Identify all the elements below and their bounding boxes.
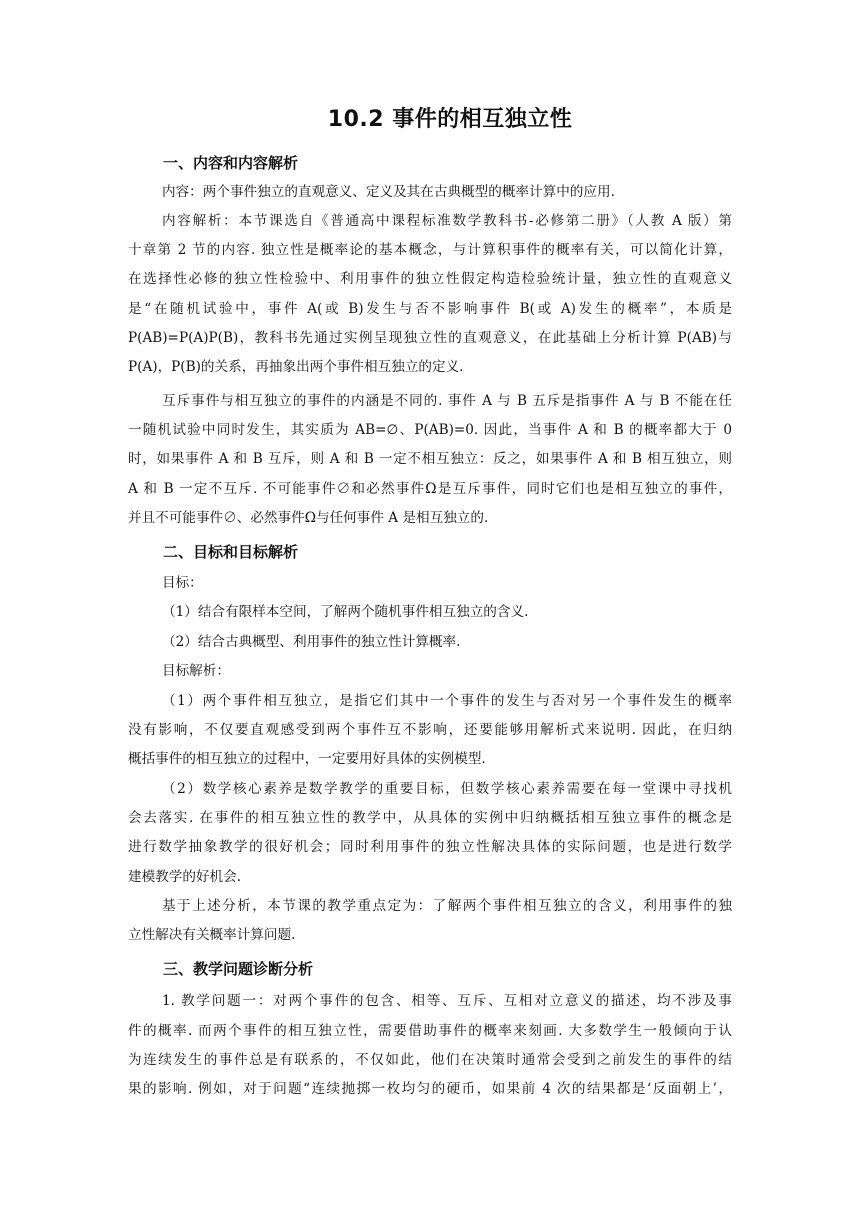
paragraph-line: P(A)，P(B)的关系，再抽象出两个事件相互独立的定义. xyxy=(128,359,464,375)
section-heading-2: 二、目标和目标解析 xyxy=(163,543,299,561)
paragraph-line: 十章第 2 节的内容. 独立性是概率论的基本概念，与计算积事件的概率有关，可以简化计算， xyxy=(128,242,732,258)
paragraph-line: 在选择性必修的独立性检验中、利用事件的独立性假定构造检验统计量，独立性的直观意义 xyxy=(128,271,732,287)
paragraph-line: 没有影响，不仅要直观感受到两个事件互不影响，还要能够用解析式来说明. 因此，在归纳 xyxy=(128,722,732,738)
paragraph-line: 进行数学抽象教学的很好机会；同时利用事件的独立性解决具体的实际问题，也是进行数学 xyxy=(128,839,732,855)
paragraph-line: A 和 B 一定不互斥. 不可能事件∅和必然事件Ω是互斥事件，同时它们也是相互独立的事件， xyxy=(128,481,732,497)
paragraph-line: 内容解析：本节课选自《普通高中课程标准数学教科书-必修第二册》（人教 A 版）第 xyxy=(162,213,732,229)
paragraph-line: 目标解析： xyxy=(162,663,230,679)
paragraph-line: 果的影响. 例如，对于问题“连续抛掷一枚均匀的硬币，如果前 4 次的结果都是‘反面朝上’， xyxy=(128,1081,732,1097)
paragraph-line: 基于上述分析，本节课的教学重点定为：了解两个事件相互独立的含义，利用事件的独 xyxy=(162,898,732,914)
paragraph-line: （2）数学核心素养是数学教学的重要目标，但数学核心素养需要在每一堂课中寻找机 xyxy=(162,781,732,797)
paragraph-line: 1. 教学问题一：对两个事件的包含、相等、互斥、互相对立意义的描述，均不涉及事 xyxy=(162,993,732,1009)
paragraph-line: 为连续发生的事件总是有联系的，不仅如此，他们在决策时通常会受到之前发生的事件的结 xyxy=(128,1052,732,1068)
paragraph-line: 时，如果事件 A 和 B 互斥，则 A 和 B 一定不相互独立：反之，如果事件 A 和 B 相互独立，则 xyxy=(128,451,732,467)
paragraph-line: 目标： xyxy=(162,575,203,591)
paragraph-line: （1）两个事件相互独立，是指它们其中一个事件的发生与否对另一个事件发生的概率 xyxy=(162,693,732,709)
paragraph-line: （1）结合有限样本空间，了解两个随机事件相互独立的含义. xyxy=(162,604,529,620)
paragraph-line: （2）结合古典概型、利用事件的独立性计算概率. xyxy=(162,634,461,650)
section-heading-3: 三、教学问题诊断分析 xyxy=(163,960,314,978)
paragraph-line: 是“在随机试验中，事件 A(或 B)发生与否不影响事件 B(或 A)发生的概率”，本质是 xyxy=(128,301,732,317)
paragraph-line: 件的概率. 而两个事件的相互独立性，需要借助事件的概率来刻画. 大多数学生一般倾向于认 xyxy=(128,1023,732,1039)
document-title: 10.2 事件的相互独立性 xyxy=(327,107,573,132)
paragraph-line: P(AB)=P(A)P(B)，教科书先通过实例呈现独立性的直观意义，在此基础上分析计算 P(AB)与 xyxy=(128,330,732,346)
paragraph-line: 并且不可能事件∅、必然事件Ω与任何事件 A 是相互独立的. xyxy=(128,510,489,526)
paragraph-line: 一随机试验中同时发生，其实质为 AB=∅、P(AB)=0. 因此，当事件 A 和 B 的概率都大于 0 xyxy=(128,422,732,438)
section-heading-1: 一、内容和内容解析 xyxy=(163,154,299,172)
paragraph-line: 内容：两个事件独立的直观意义、定义及其在古典概型的概率计算中的应用. xyxy=(162,184,615,200)
paragraph-line: 会去落实. 在事件的相互独立性的教学中，从具体的实例中归纳概括相互独立事件的概念是 xyxy=(128,810,732,826)
paragraph-line: 立性解决有关概率计算问题. xyxy=(128,927,296,943)
paragraph-line: 互斥事件与相互独立的事件的内涵是不同的. 事件 A 与 B 五斥是指事件 A 与 B 不能在任 xyxy=(162,393,732,409)
paragraph-line: 建模教学的好机会. xyxy=(128,869,242,885)
paragraph-line: 概括事件的相互独立的过程中，一定要用好具体的实例模型. xyxy=(128,751,486,767)
